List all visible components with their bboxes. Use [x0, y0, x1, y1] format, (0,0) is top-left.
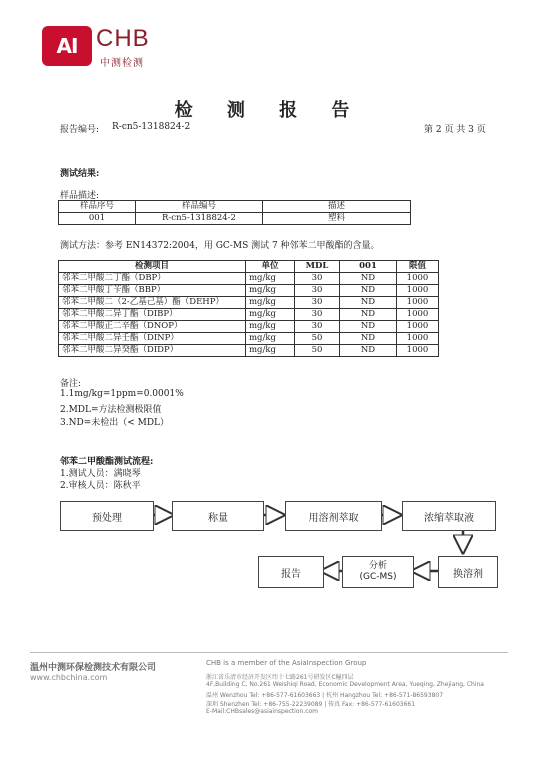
- footer-phone-2: 深圳 Shenzhen Tel: +86-755-22239089 | 传真 Fax: +86-577-61603661: [206, 701, 416, 708]
- test-unit: mg/kg: [246, 285, 295, 297]
- logo-badge: AI: [42, 26, 92, 66]
- sample-table-cell: 塑料: [263, 213, 411, 225]
- test-limit: 1000: [397, 345, 439, 357]
- report-number: R-cn5-1318824-2: [112, 122, 191, 132]
- test-unit: mg/kg: [246, 309, 295, 321]
- flow-step-analyze: 分析 (GC-MS): [342, 556, 414, 588]
- test-result: ND: [340, 345, 397, 357]
- flow-step-report: 报告: [258, 556, 324, 588]
- test-unit: mg/kg: [246, 273, 295, 285]
- test-result: ND: [340, 297, 397, 309]
- test-unit: mg/kg: [246, 297, 295, 309]
- flow-step-concentrate: 浓缩萃取液: [402, 501, 496, 531]
- test-mdl: 30: [295, 297, 340, 309]
- test-mdl: 50: [295, 333, 340, 345]
- test-result: ND: [340, 321, 397, 333]
- reviewer: 2.审核人员：陈秋平: [60, 481, 141, 491]
- test-item: 邻苯二甲酸二异壬酯（DINP）: [59, 333, 246, 345]
- test-mdl: 30: [295, 309, 340, 321]
- footer-addr-cn: 浙江省乐清市经济开发区纬十七路261号研发区C幢四层: [206, 674, 354, 681]
- test-result: ND: [340, 285, 397, 297]
- test-table-header: 单位: [246, 261, 295, 273]
- logo-brand-sub: 中测检测: [100, 58, 144, 69]
- test-limit: 1000: [397, 273, 439, 285]
- test-item: 邻苯二甲酸二丁酯（DBP）: [59, 273, 246, 285]
- test-item: 邻苯二甲酸丁苄酯（BBP）: [59, 285, 246, 297]
- test-unit: mg/kg: [246, 333, 295, 345]
- test-limit: 1000: [397, 285, 439, 297]
- test-item: 邻苯二甲酸正二辛酯（DNOP）: [59, 321, 246, 333]
- notes-heading: 备注:: [60, 379, 82, 389]
- sample-table-header: 样品序号: [59, 201, 136, 213]
- test-result: ND: [340, 309, 397, 321]
- report-title: 检 测 报 告: [174, 100, 364, 121]
- flow-step-pretreat: 预处理: [60, 501, 154, 531]
- footer-website: www.chbchina.com: [30, 673, 108, 682]
- results-heading: 测试结果:: [60, 169, 100, 179]
- footer-divider: [30, 652, 508, 653]
- sample-table-cell: 001: [59, 213, 136, 225]
- test-mdl: 50: [295, 345, 340, 357]
- test-limit: 1000: [397, 333, 439, 345]
- process-heading: 邻苯二甲酸酯测试流程:: [60, 457, 154, 467]
- flow-step-weigh: 称量: [172, 501, 264, 531]
- test-table-header: 限值: [397, 261, 439, 273]
- note-item: 1.1mg/kg=1ppm=0.0001%: [60, 389, 184, 399]
- flow-step-extract: 用溶剂萃取: [285, 501, 382, 531]
- test-result: ND: [340, 333, 397, 345]
- test-table-header: MDL: [295, 261, 340, 273]
- test-limit: 1000: [397, 309, 439, 321]
- note-item: 2.MDL=方法检测极限值: [60, 405, 162, 415]
- test-limit: 1000: [397, 297, 439, 309]
- page-number: 第 2 页 共 3 页: [424, 125, 486, 135]
- footer-company: 温州中测环保检测技术有限公司: [30, 663, 157, 673]
- footer-member: CHB is a member of the AsiaInspection Group: [206, 659, 367, 667]
- logo-brand: CHB: [96, 25, 150, 52]
- sample-table-header: 描述: [263, 201, 411, 213]
- footer-addr-en: 4F,Building C, No.261 Weishiqi Road, Economic Development Area, Yueqing, Zhejiang, China: [206, 681, 484, 688]
- test-table-header: 001: [340, 261, 397, 273]
- flow-step-swap-solvent: 换溶剂: [438, 556, 498, 588]
- sample-table-cell: R-cn5-1318824-2: [136, 213, 263, 225]
- test-limit: 1000: [397, 321, 439, 333]
- test-item: 邻苯二甲酸二（2-乙基己基）酯（DEHP）: [59, 297, 246, 309]
- test-result: ND: [340, 273, 397, 285]
- test-mdl: 30: [295, 321, 340, 333]
- test-unit: mg/kg: [246, 321, 295, 333]
- test-method: 测试方法：参考 EN14372:2004，用 GC-MS 测试 7 种邻苯二甲酸酯的含量。: [60, 241, 380, 251]
- sample-desc-label: 样品描述:: [60, 191, 100, 201]
- footer-phone-1: 温州 Wenzhou Tel: +86-577-61603663 | 杭州 Hangzhou Tel: +86-571-86593807: [206, 692, 444, 699]
- test-table-header: 检测项目: [59, 261, 246, 273]
- sample-table-header: 样品编号: [136, 201, 263, 213]
- note-item: 3.ND=未检出（< MDL）: [60, 418, 170, 428]
- test-mdl: 30: [295, 273, 340, 285]
- test-mdl: 30: [295, 285, 340, 297]
- report-number-label: 报告编号:: [60, 125, 100, 135]
- footer-email: E-Mail:CHBsales@asiainspection.com: [206, 708, 319, 715]
- tester: 1.测试人员：满晓琴: [60, 469, 141, 479]
- test-item: 邻苯二甲酸二异癸酯（DIDP）: [59, 345, 246, 357]
- test-unit: mg/kg: [246, 345, 295, 357]
- test-item: 邻苯二甲酸二异丁酯（DIBP）: [59, 309, 246, 321]
